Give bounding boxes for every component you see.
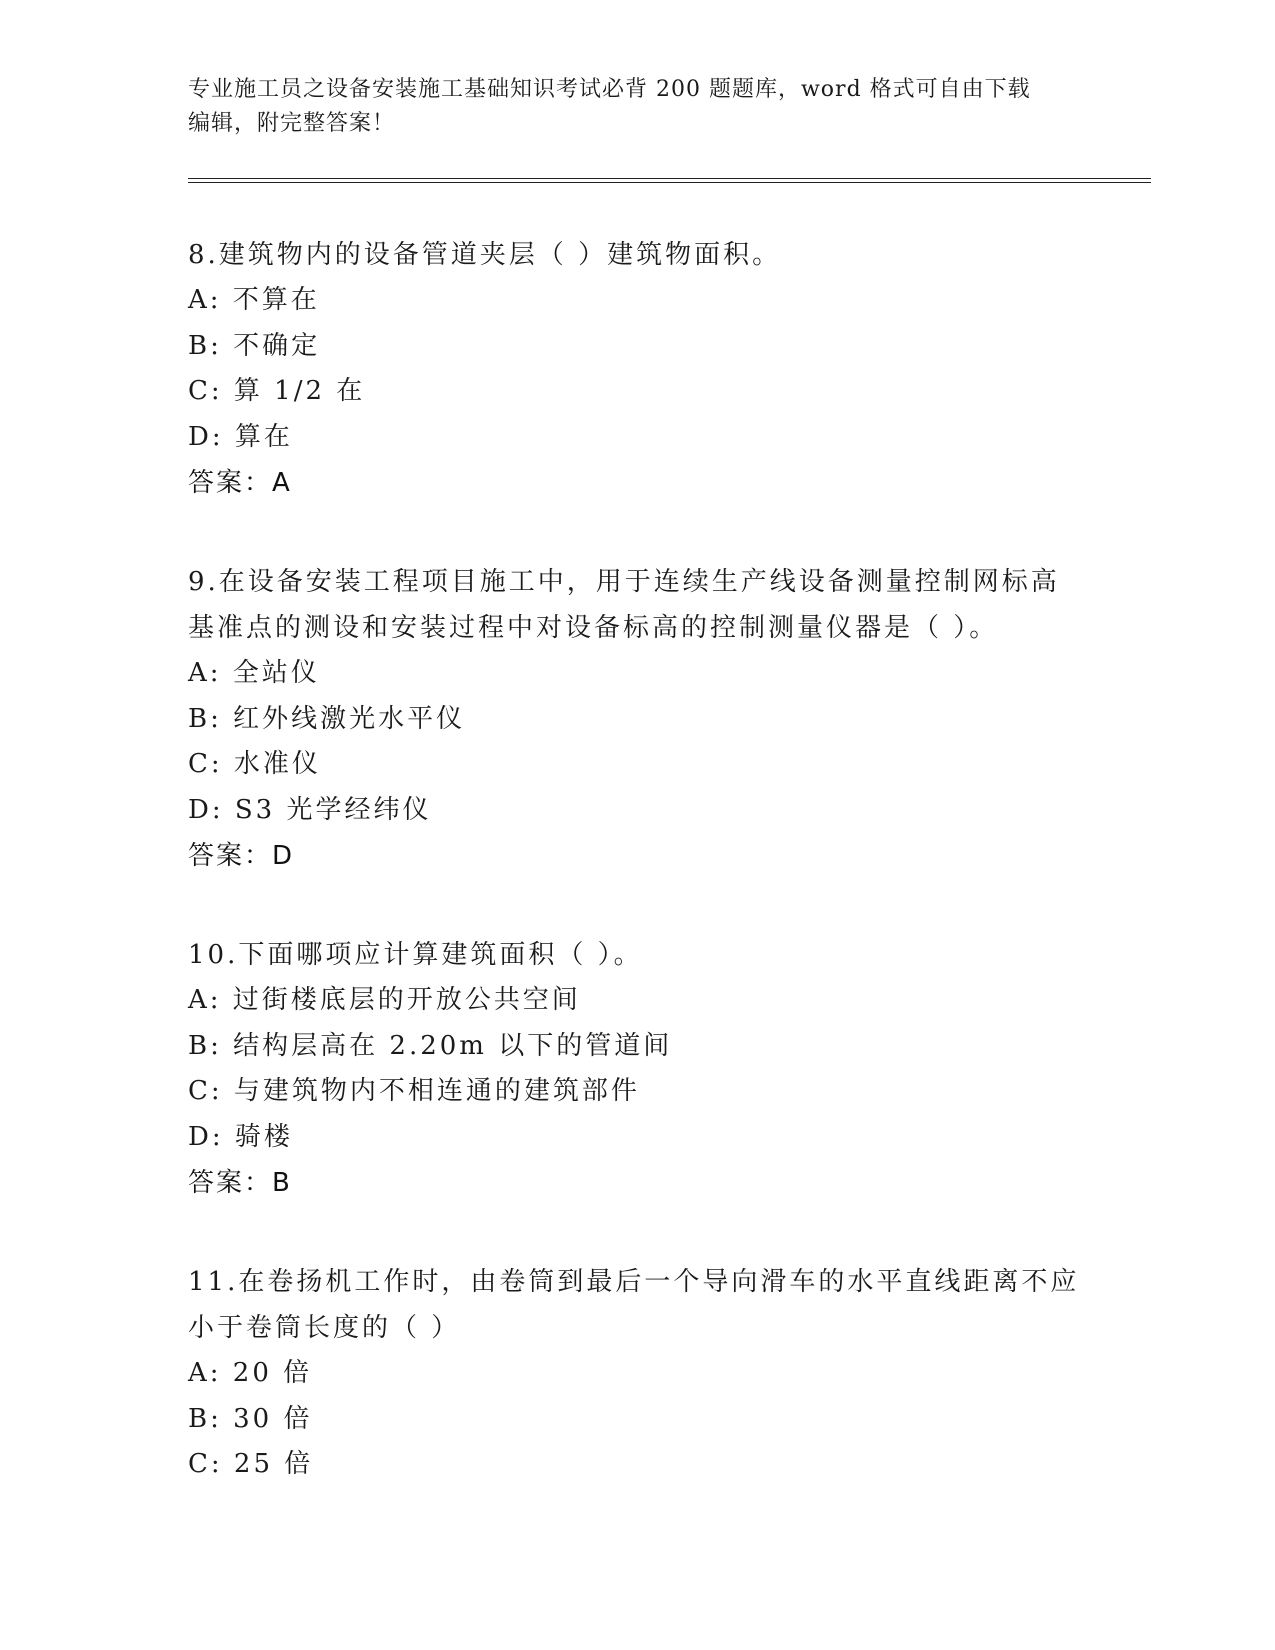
option-c: C: 与建筑物内不相连通的建筑部件 — [188, 1076, 640, 1106]
option-c: C: 25 倍 — [188, 1449, 314, 1479]
option-c: C: 水准仪 — [188, 749, 321, 779]
option-d: D: 算在 — [188, 421, 293, 452]
option-a: A: 过街楼底层的开放公共空间 — [188, 985, 581, 1015]
option-a: A: 20 倍 — [188, 1358, 313, 1388]
answer: 答案：D — [188, 841, 295, 871]
question-text: 10.下面哪项应计算建筑面积（ ）。 — [188, 940, 643, 970]
option-b: B: 30 倍 — [188, 1403, 313, 1434]
option-a: A: 不算在 — [188, 285, 320, 315]
question-11 — [188, 1259, 1088, 1488]
answer: 答案：A — [188, 468, 292, 498]
option-d: D: S3 光学经纬仪 — [188, 794, 432, 825]
option-b: B: 不确定 — [188, 330, 321, 361]
option-d: D: 骑楼 — [188, 1121, 293, 1152]
header-title-line-1: 专业施工员之设备安装施工基础知识考试必背 200 题题库，word 格式可自由下载 — [188, 77, 1031, 102]
header-divider-top — [188, 178, 1151, 179]
question-list — [188, 232, 1088, 1541]
question-8 — [188, 232, 1088, 506]
question-10 — [188, 932, 1088, 1206]
answer: 答案：B — [188, 1168, 292, 1198]
question-9 — [188, 559, 1088, 879]
option-c: C: 算 1/2 在 — [188, 376, 366, 406]
header-divider-bottom — [188, 182, 1151, 183]
question-text-line-2: 小于卷筒长度的（ ） — [188, 1313, 461, 1343]
option-b: B: 结构层高在 2.20m 以下的管道间 — [188, 1030, 673, 1061]
question-text-line-1: 11.在卷扬机工作时，由卷筒到最后一个导向滑车的水平直线距离不应 — [188, 1267, 1080, 1297]
header-title-line-2: 编辑，附完整答案！ — [188, 111, 396, 136]
question-text-line-1: 9.在设备安装工程项目施工中，用于连续生产线设备测量控制网标高 — [188, 567, 1060, 597]
document-header — [188, 73, 1088, 141]
option-a: A: 全站仪 — [188, 658, 320, 688]
question-text: 8.建筑物内的设备管道夹层（ ）建筑物面积。 — [188, 240, 782, 270]
question-text-line-2: 基准点的测设和安装过程中对设备标高的控制测量仪器是（ ）。 — [188, 613, 999, 643]
option-b: B: 红外线激光水平仪 — [188, 703, 466, 734]
